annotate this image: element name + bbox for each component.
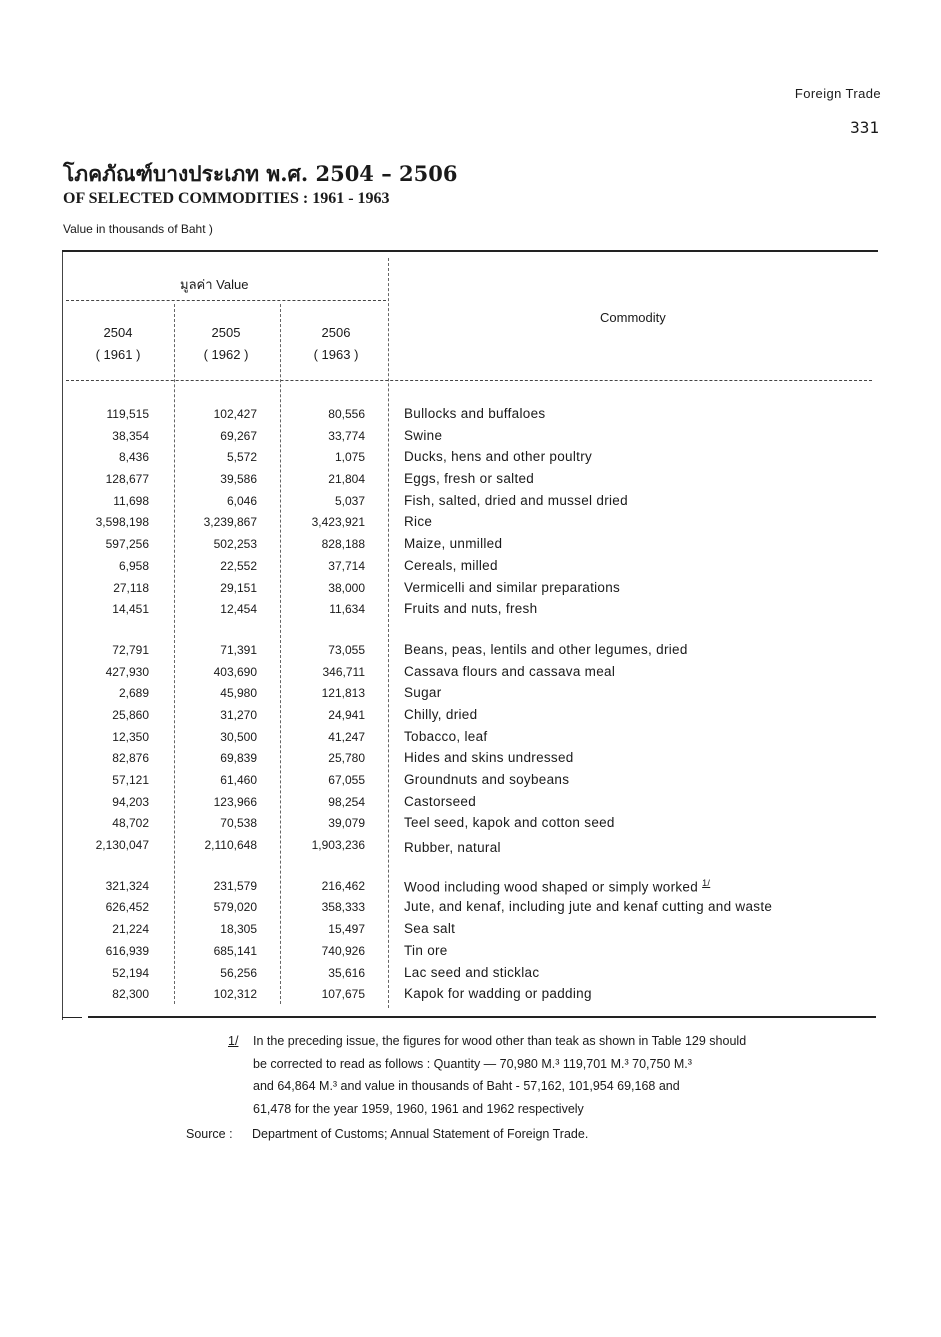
value-1961: 52,194	[112, 965, 149, 980]
value-1963: 828,188	[321, 537, 365, 552]
commodity-name: Kapok for wadding or padding	[404, 986, 592, 1002]
commodity-name: Maize, unmilled	[404, 536, 503, 552]
value-1963: 25,780	[328, 751, 365, 766]
row-group-2	[62, 641, 882, 858]
commodity-name: Fruits and nuts, fresh	[404, 601, 538, 617]
value-1961: 427,930	[105, 664, 149, 679]
value-1961: 11,698	[113, 493, 149, 508]
value-1963: 80,556	[328, 407, 365, 421]
table-bottom-rule-left	[62, 1017, 82, 1018]
table-row	[62, 535, 882, 557]
commodity-name: Hides and skins undressed	[404, 750, 574, 766]
table-row	[62, 942, 882, 964]
title-thai: โภคภัณฑ์บางประเภท พ.ศ. 2504 – 2506	[63, 161, 458, 186]
value-1961: 82,300	[112, 987, 149, 1002]
row-group-1	[62, 405, 882, 622]
table-row	[62, 579, 882, 601]
value-1961: 38,354	[112, 428, 149, 443]
value-1962: 123,966	[213, 794, 257, 809]
value-1962: 39,586	[220, 472, 257, 487]
value-1962: 5,572	[226, 450, 257, 465]
value-1961: 3,598,198	[95, 515, 149, 530]
table-row	[62, 641, 882, 663]
table-row	[62, 814, 882, 836]
value-1963: 1,903,236	[311, 838, 365, 853]
value-1962: 30,500	[220, 729, 257, 744]
value-1962: 403,690	[213, 664, 257, 679]
value-1962: 71,391	[220, 642, 257, 657]
value-1961: 57,121	[112, 773, 149, 787]
value-1961: 128,677	[105, 472, 149, 487]
source-label: Source :	[186, 1127, 233, 1141]
value-1961: 14,451	[112, 602, 149, 617]
commodity-name: Sugar	[404, 685, 442, 701]
commodity-name: Sea salt	[404, 921, 456, 937]
commodity-name	[404, 878, 710, 895]
value-1963: 5,037	[334, 493, 365, 508]
value-1962: 31,270	[220, 707, 257, 722]
table-row	[62, 964, 882, 986]
value-1962: 502,253	[213, 537, 257, 552]
year-header-2-ce: ( 1962 )	[203, 347, 249, 362]
commodity-name: Swine	[404, 427, 443, 443]
source-text: Department of Customs; Annual Statement of Foreign Trade.	[252, 1127, 589, 1141]
commodity-name: Rubber, natural	[404, 840, 501, 856]
table-row	[62, 492, 882, 514]
table-row	[62, 877, 882, 899]
commodity-name: Tin ore	[404, 942, 448, 958]
year-header-1: 2504	[103, 325, 133, 340]
table-row	[62, 728, 882, 750]
table-row	[62, 513, 882, 535]
commodity-name: Vermicelli and similar preparations	[404, 579, 621, 595]
value-1962: 70,538	[220, 816, 257, 831]
commodity-name: Teel seed, kapok and cotton seed	[404, 815, 615, 831]
value-1961: 321,324	[105, 878, 149, 893]
value-1962: 69,267	[220, 428, 257, 443]
year-header-3: 2506	[321, 325, 351, 340]
value-1962: 45,980	[220, 686, 257, 701]
value-1961: 119,515	[106, 407, 149, 421]
table-row	[62, 898, 882, 920]
value-1962: 22,552	[220, 558, 257, 573]
page-number: 331	[850, 118, 879, 137]
value-1963: 73,055	[328, 642, 365, 657]
value-1962: 579,020	[213, 900, 257, 915]
value-1962: 69,839	[220, 751, 257, 766]
table-body	[62, 405, 882, 1007]
value-1962: 6,046	[226, 493, 257, 508]
value-1963: 98,254	[328, 794, 365, 809]
footnote-text	[228, 1030, 828, 1120]
table-row	[62, 427, 882, 449]
value-1961: 626,452	[105, 900, 149, 915]
value-1963: 3,423,921	[311, 515, 365, 530]
value-header-divider	[66, 300, 386, 301]
value-1962: 3,239,867	[203, 515, 257, 530]
table-row	[62, 985, 882, 1007]
table-row	[62, 706, 882, 728]
value-1963: 346,711	[322, 664, 365, 679]
value-1963: 107,675	[321, 987, 365, 1002]
table-row	[62, 557, 882, 579]
value-1962: 102,427	[213, 407, 257, 421]
footnote-reference: 1/	[702, 877, 711, 888]
value-1961: 12,350	[112, 729, 149, 744]
value-1963: 358,333	[321, 900, 365, 915]
value-1962: 231,579	[213, 878, 257, 893]
value-1962: 61,460	[220, 773, 257, 787]
footnote-line: In the preceding issue, the figures for wood other than teak as shown in Table 129 should	[253, 1034, 747, 1048]
table-row	[62, 600, 882, 622]
commodity-name: Ducks, hens and other poultry	[404, 449, 593, 465]
table-row	[62, 749, 882, 771]
table-bottom-rule	[88, 1016, 876, 1018]
table-row	[62, 836, 882, 858]
value-1963: 15,497	[328, 922, 365, 937]
table-row	[62, 684, 882, 706]
table-row	[62, 448, 882, 470]
commodity-name: Cassava flours and cassava meal	[404, 663, 616, 679]
value-1963: 24,941	[328, 707, 365, 722]
value-1962: 685,141	[213, 943, 257, 958]
commodity-name: Castorseed	[404, 793, 477, 809]
value-1963: 41,247	[328, 729, 365, 744]
value-1963: 67,055	[328, 773, 365, 787]
commodity-name: Fish, salted, dried and mussel dried	[404, 492, 628, 508]
value-1963: 37,714	[328, 558, 365, 573]
year-header-3-ce: ( 1963 )	[313, 347, 359, 362]
value-1962: 18,305	[220, 922, 257, 937]
commodity-name: Cereals, milled	[404, 557, 498, 573]
table-row	[62, 920, 882, 942]
commodity-name: Lac seed and sticklac	[404, 964, 540, 980]
value-1963: 121,813	[321, 686, 365, 701]
table-row	[62, 470, 882, 492]
value-1962: 29,151	[220, 580, 257, 595]
footnote-line: 61,478 for the year 1959, 1960, 1961 and 1962 respectively	[253, 1101, 584, 1116]
value-1961: 616,939	[105, 943, 149, 958]
commodity-name-text: Wood including wood shaped or simply worked	[404, 879, 699, 895]
value-1961: 597,256	[105, 537, 149, 552]
running-head: Foreign Trade	[794, 86, 881, 101]
value-1961: 2,689	[118, 686, 149, 701]
commodity-name: Beans, peas, lentils and other legumes, dried	[404, 641, 688, 657]
value-1961: 8,436	[118, 450, 149, 465]
footnote-line: be corrected to read as follows : Quantity — 70,980 M.³ 119,701 M.³ 70,750 M.³	[253, 1056, 692, 1071]
value-1963: 21,804	[328, 472, 365, 487]
footnote	[228, 1030, 828, 1120]
source-note	[186, 1127, 588, 1141]
table-row	[62, 793, 882, 815]
value-1961: 21,224	[112, 922, 149, 937]
header-bottom-divider	[66, 380, 872, 381]
commodity-name: Jute, and kenaf, including jute and kenaf cutting and waste	[404, 899, 773, 915]
value-1963: 38,000	[328, 580, 365, 595]
value-1963: 33,774	[328, 428, 365, 443]
value-1962: 2,110,648	[204, 838, 257, 853]
value-1961: 6,958	[118, 558, 149, 573]
footnote-line: and 64,864 M.³ and value in thousands of Baht - 57,162, 101,954 69,168 and	[253, 1079, 680, 1093]
commodity-name: Tobacco, leaf	[404, 728, 488, 744]
value-1963: 39,079	[328, 816, 365, 831]
value-1963: 1,075	[334, 450, 365, 465]
value-1961: 2,130,047	[95, 838, 149, 853]
value-1961: 48,702	[112, 816, 149, 831]
commodity-header: Commodity	[600, 310, 666, 325]
commodity-name: Groundnuts and soybeans	[404, 772, 570, 787]
commodity-name: Bullocks and buffaloes	[404, 406, 546, 421]
value-1962: 56,256	[220, 965, 257, 980]
table-row	[62, 771, 882, 793]
value-1961: 27,118	[113, 580, 149, 595]
value-1962: 12,454	[220, 602, 257, 617]
commodity-name: Rice	[404, 514, 433, 530]
value-1961: 94,203	[112, 794, 149, 809]
table-row	[62, 663, 882, 685]
value-1963: 11,634	[329, 602, 365, 617]
footnote-mark: 1/	[228, 1034, 239, 1048]
year-header-2: 2505	[211, 325, 241, 340]
page-title: OF SELECTED COMMODITIES : 1961 - 1963	[63, 190, 390, 207]
row-group-3	[62, 877, 882, 1007]
value-1963: 740,926	[321, 943, 365, 958]
value-1963: 216,462	[321, 878, 365, 893]
year-header-1-ce: ( 1961 )	[95, 347, 141, 362]
value-1963: 35,616	[328, 965, 365, 980]
value-1962: 102,312	[213, 987, 257, 1002]
value-1961: 82,876	[112, 751, 149, 766]
table-top-rule	[62, 250, 878, 252]
value-1961: 25,860	[112, 707, 149, 722]
value-header: มูลค่า Value	[180, 277, 249, 292]
commodity-name: Chilly, dried	[404, 706, 478, 722]
table-row	[62, 405, 882, 427]
commodity-name: Eggs, fresh or salted	[404, 471, 535, 487]
unit-note: Value in thousands of Baht )	[63, 222, 213, 236]
value-1961: 72,791	[112, 642, 149, 657]
